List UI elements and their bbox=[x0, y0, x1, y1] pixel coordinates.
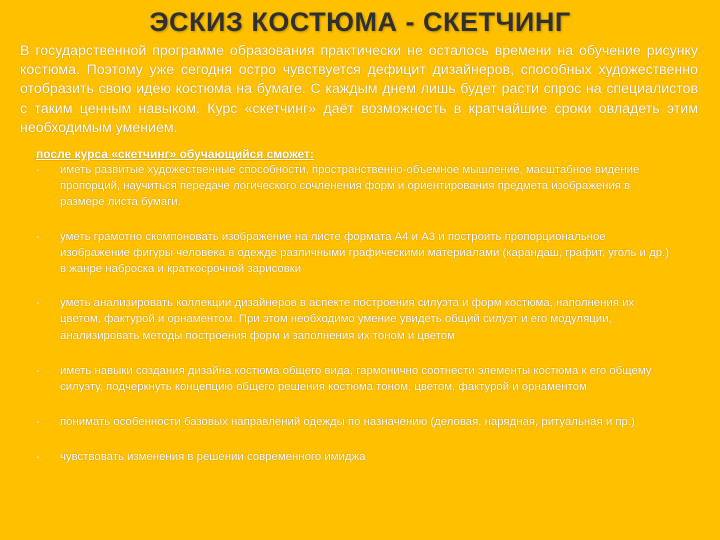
list-item bbox=[36, 414, 676, 430]
list-item-text: иметь развитые художественные способности, пространственно-объемное мышление, масштабное видение пропорций, научиться передаче логического сочленения форм и ориентирования предмета изображения в размере листа бумаги. bbox=[60, 164, 640, 209]
list-item-text: уметь грамотно скомпоновать изображение на листе формата А4 и А3 и построить пропорциональное изображение фигуры человека в одежде различными графическими материалами (карандаш, графит, уголь и др.) в жанре наброска и краткосрочной зарисовки bbox=[60, 230, 670, 276]
outcomes-list bbox=[36, 162, 676, 466]
intro-paragraph: В государственной программе образования практически не осталось времени на обучение рисунку костюма. Поэтому уже сегодня остро чувствуется дефицит дизайнеров, способных художественно отобразить свою идею костюма на бумаге. С каждым днем лишь будет расти спрос на специалистов с таким ценным навыком. Курс «скетчинг» даёт возможность в кратчайшие сроки овладеть этим необходимым умением. bbox=[20, 43, 698, 136]
list-item-text: уметь анализировать коллекции дизайнеров в аспекте построения силуэта и форм костюма, наполнения их цветом, фактурой и орнаментом. При этом необходимо умение увидеть общий силуэт и его модуляции, анализировать методы построения форм и заполнения их тоном и цветом bbox=[60, 297, 635, 342]
list-item bbox=[36, 162, 676, 211]
list-item-text: чувствовать изменения в решении современного имиджа bbox=[60, 451, 366, 464]
bullet-dash: - bbox=[36, 451, 40, 464]
list-item-text: иметь навыки создания дизайна костюма общего вида, гармонично соотнести элементы костюма к его общему силуэту, подчеркнуть концепцию общего решения костюма тоном, цветом, фактурой и орнаментом bbox=[60, 364, 652, 394]
outcomes-heading: после курса «скетчинг» обучающийся сможет: bbox=[36, 147, 314, 161]
list-item bbox=[36, 295, 676, 344]
slide-title: ЭСКИЗ КОСТЮМА - СКЕТЧИНГ bbox=[149, 7, 571, 37]
bullet-dash: - bbox=[36, 364, 40, 377]
bullet-dash: - bbox=[36, 164, 40, 176]
bullet-dash: - bbox=[36, 230, 40, 243]
bullet-dash: - bbox=[36, 297, 40, 310]
bullet-dash: - bbox=[36, 416, 40, 429]
list-item bbox=[36, 363, 676, 395]
list-item-text: понимать особенности базовых направлений одежды по назначению (деловая, нарядная, ритуальная и пр.) bbox=[60, 416, 635, 429]
list-item bbox=[36, 229, 676, 278]
list-item bbox=[36, 449, 676, 465]
outcomes-section bbox=[36, 147, 676, 466]
